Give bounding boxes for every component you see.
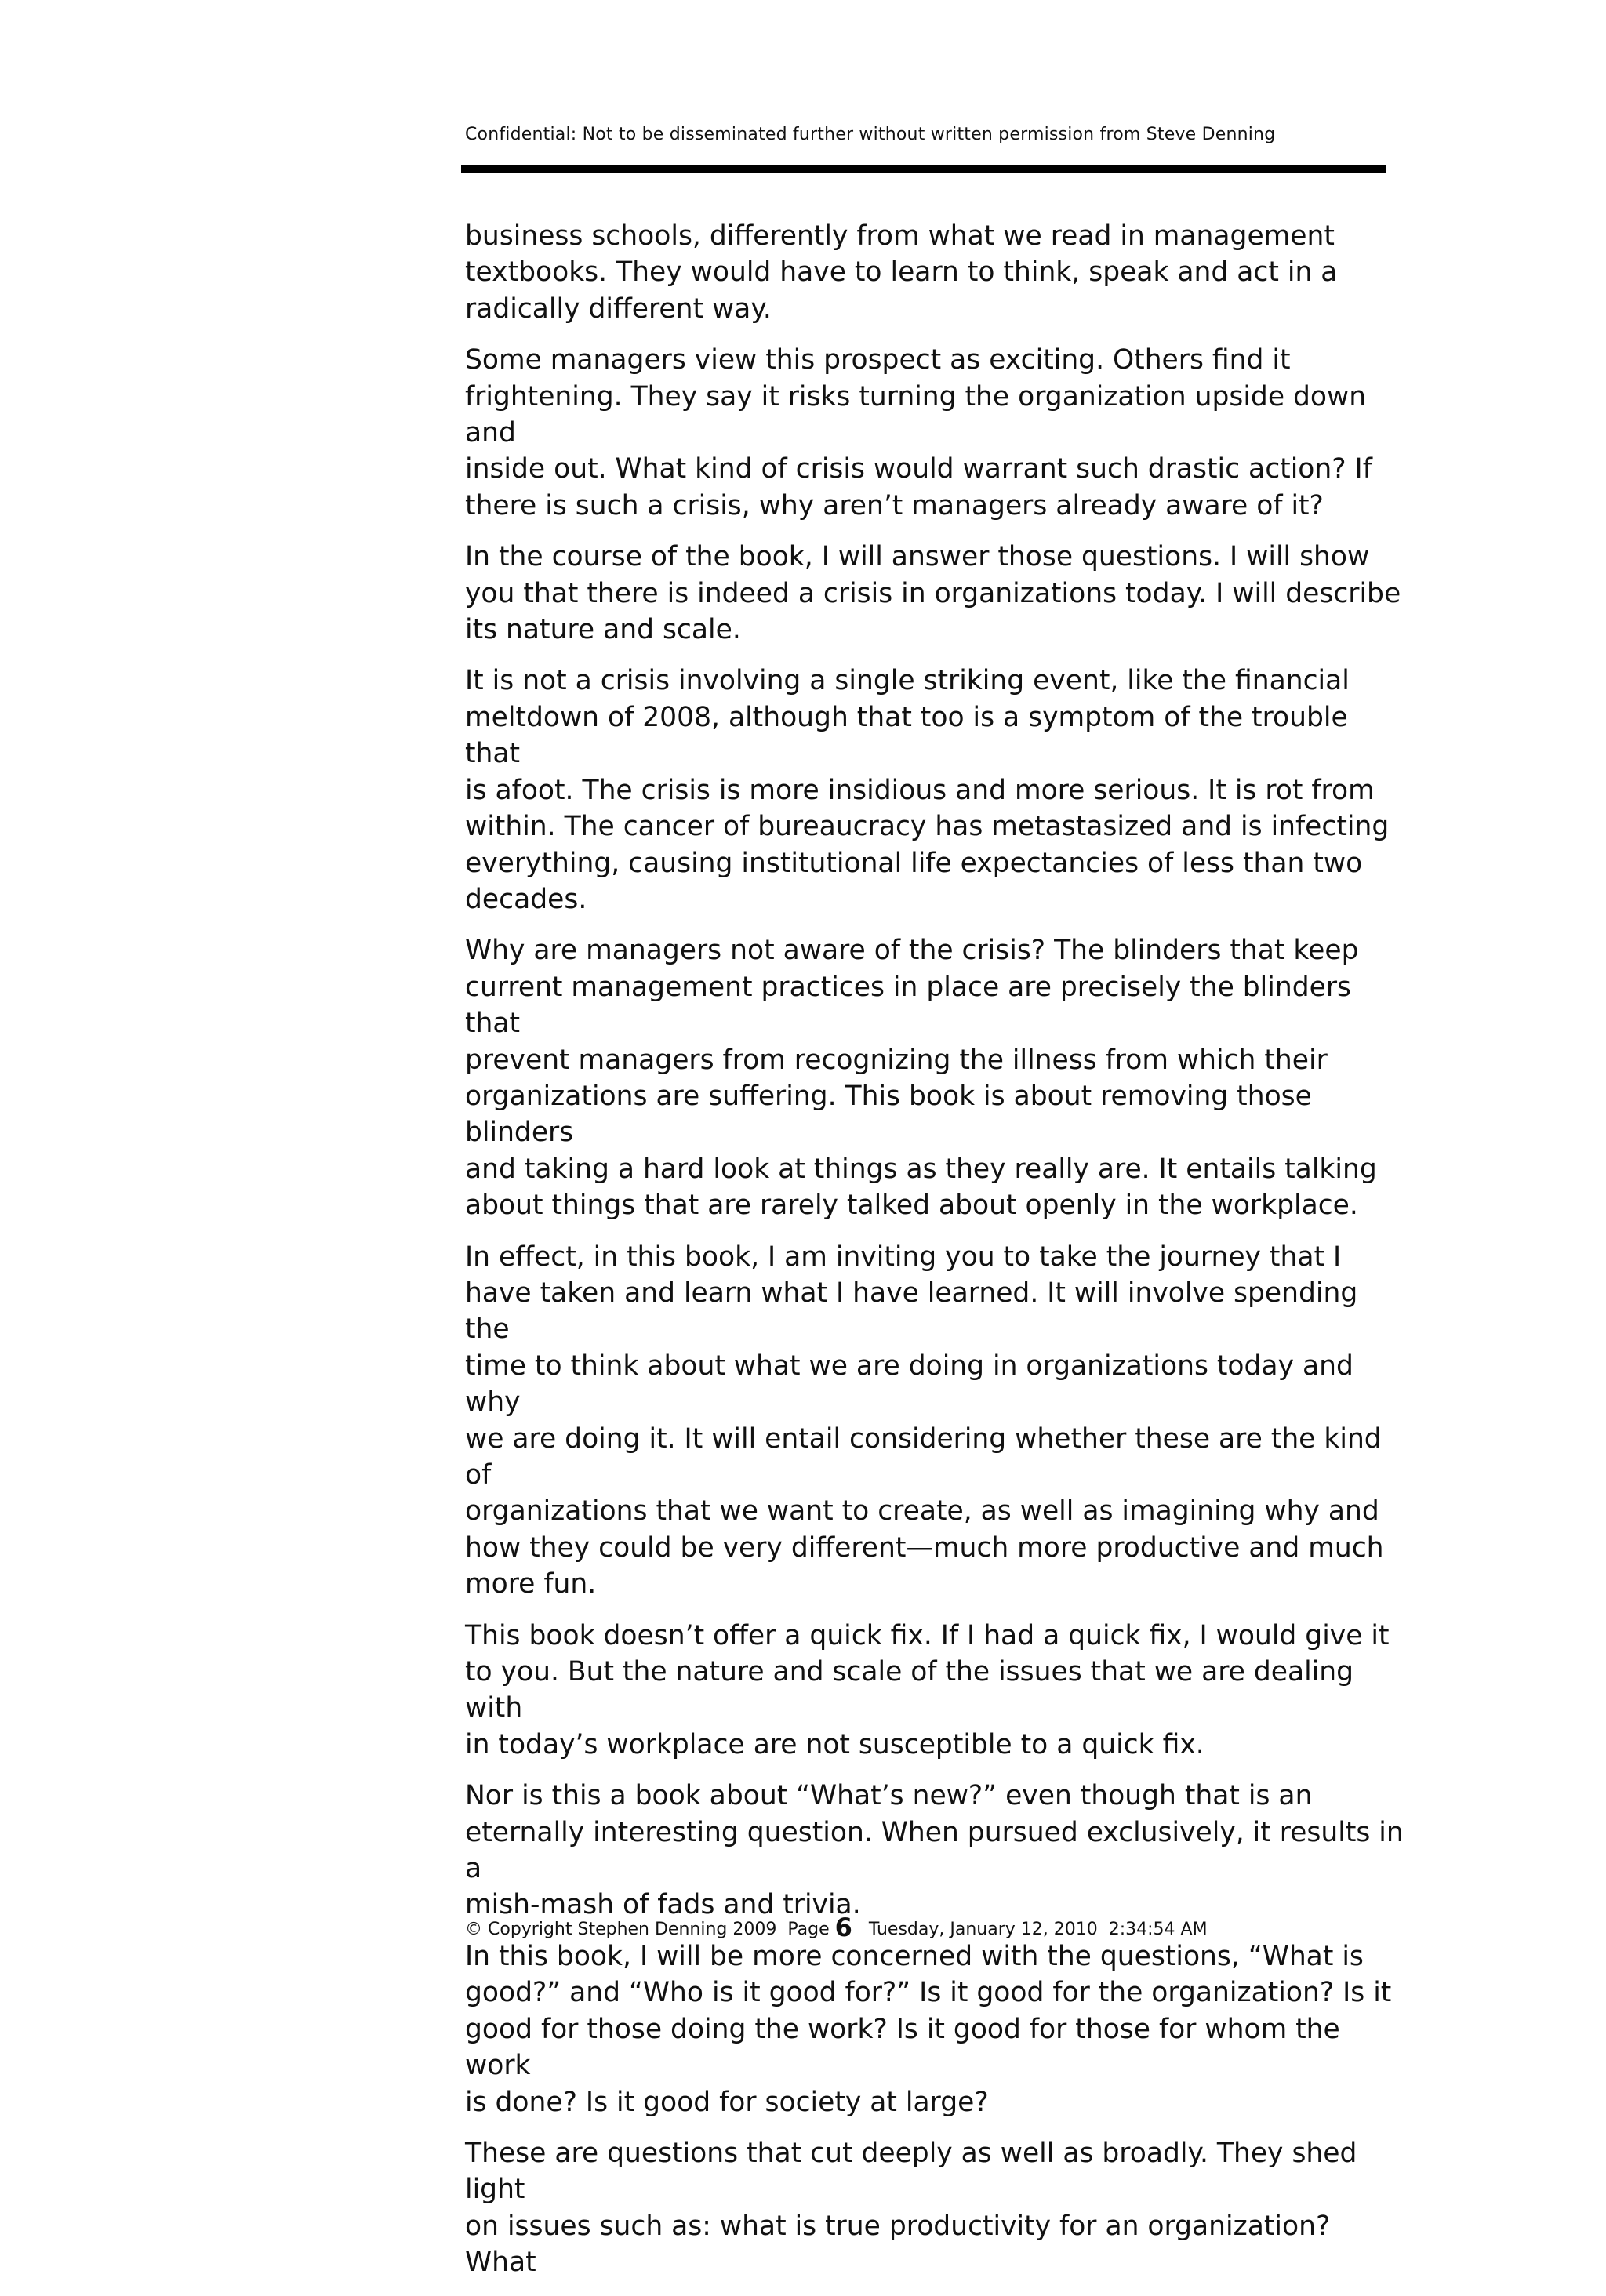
- copyright-notice: © Copyright Stephen Denning 2009: [465, 1920, 777, 1939]
- paragraph: Why are managers not aware of the crisis? The blinders that keep current management practices in place are precisely the blinders that prevent managers from recognizing the illness from which their organizations are suffering. This book is about removing those blinders and taking a hard look at things as they really are. It entails talking about things that are rarely talked about openly in the workplace.: [465, 935, 1377, 1222]
- paragraph: In the course of the book, I will answer those questions. I will show you that there is indeed a crisis in organizations today. I will describe its nature and scale.: [465, 541, 1401, 646]
- document-body: [465, 218, 1406, 2296]
- paragraph: Nor is this a book about “What’s new?” even though that is an eternally interesting question. When pursued exclusively, it results in a mish-mash of fads and trivia.: [465, 1780, 1404, 1921]
- paragraph: business schools, differently from what we read in management textbooks. They would have to learn to think, speak and act in a radically different way.: [465, 220, 1338, 325]
- header-divider: [461, 165, 1386, 173]
- page-number: 6: [834, 1913, 852, 1942]
- confidential-notice: Confidential: Not to be disseminated further without written permission from Steve Denning: [465, 125, 1276, 144]
- paragraph: In effect, in this book, I am inviting you to take the journey that I have taken and learn what I have learned. It will involve spending the time to think about what we are doing in organizations today and why we are doing it. It will entail considering whether these are the kind of organizations that we want to create, as well as imagining why and how they could be very different—much more productive and much more fun.: [465, 1241, 1384, 1600]
- print-timestamp: Tuesday, January 12, 2010 2:34:54 AM: [868, 1920, 1208, 1939]
- paragraph: These are questions that cut deeply as well as broadly. They shed light on issues such as: what is true productivity for an organization? What: [465, 2137, 1357, 2279]
- paragraph: Some managers view this prospect as exciting. Others find it frightening. They say it risks turning the organization upside down and inside out. What kind of crisis would warrant such drastic action? If there is such a crisis, why aren’t managers already aware of it?: [465, 344, 1372, 521]
- paragraph: In this book, I will be more concerned with the questions, “What is good?” and “Who is it good for?” Is it good for the organization? Is it good for those doing the work? Is it good for those for whom the work is done? Is it good for society at large?: [465, 1940, 1392, 2118]
- paragraph: This book doesn’t offer a quick fix. If I had a quick fix, I would give it to you. But the nature and scale of the issues that we are dealing with in today’s workplace are not susceptible to a quick fix.: [465, 1619, 1390, 1760]
- paragraph: It is not a crisis involving a single striking event, like the financial meltdown of 2008, although that too is a symptom of the trouble that is afoot. The crisis is more insidious and more serious. It is rot from within. The cancer of bureaucracy has metastasized and is infecting everything, causing institutional life expectancies of less than two decades.: [465, 665, 1390, 915]
- page-label: Page: [787, 1920, 830, 1939]
- page-footer: [465, 1913, 1484, 1944]
